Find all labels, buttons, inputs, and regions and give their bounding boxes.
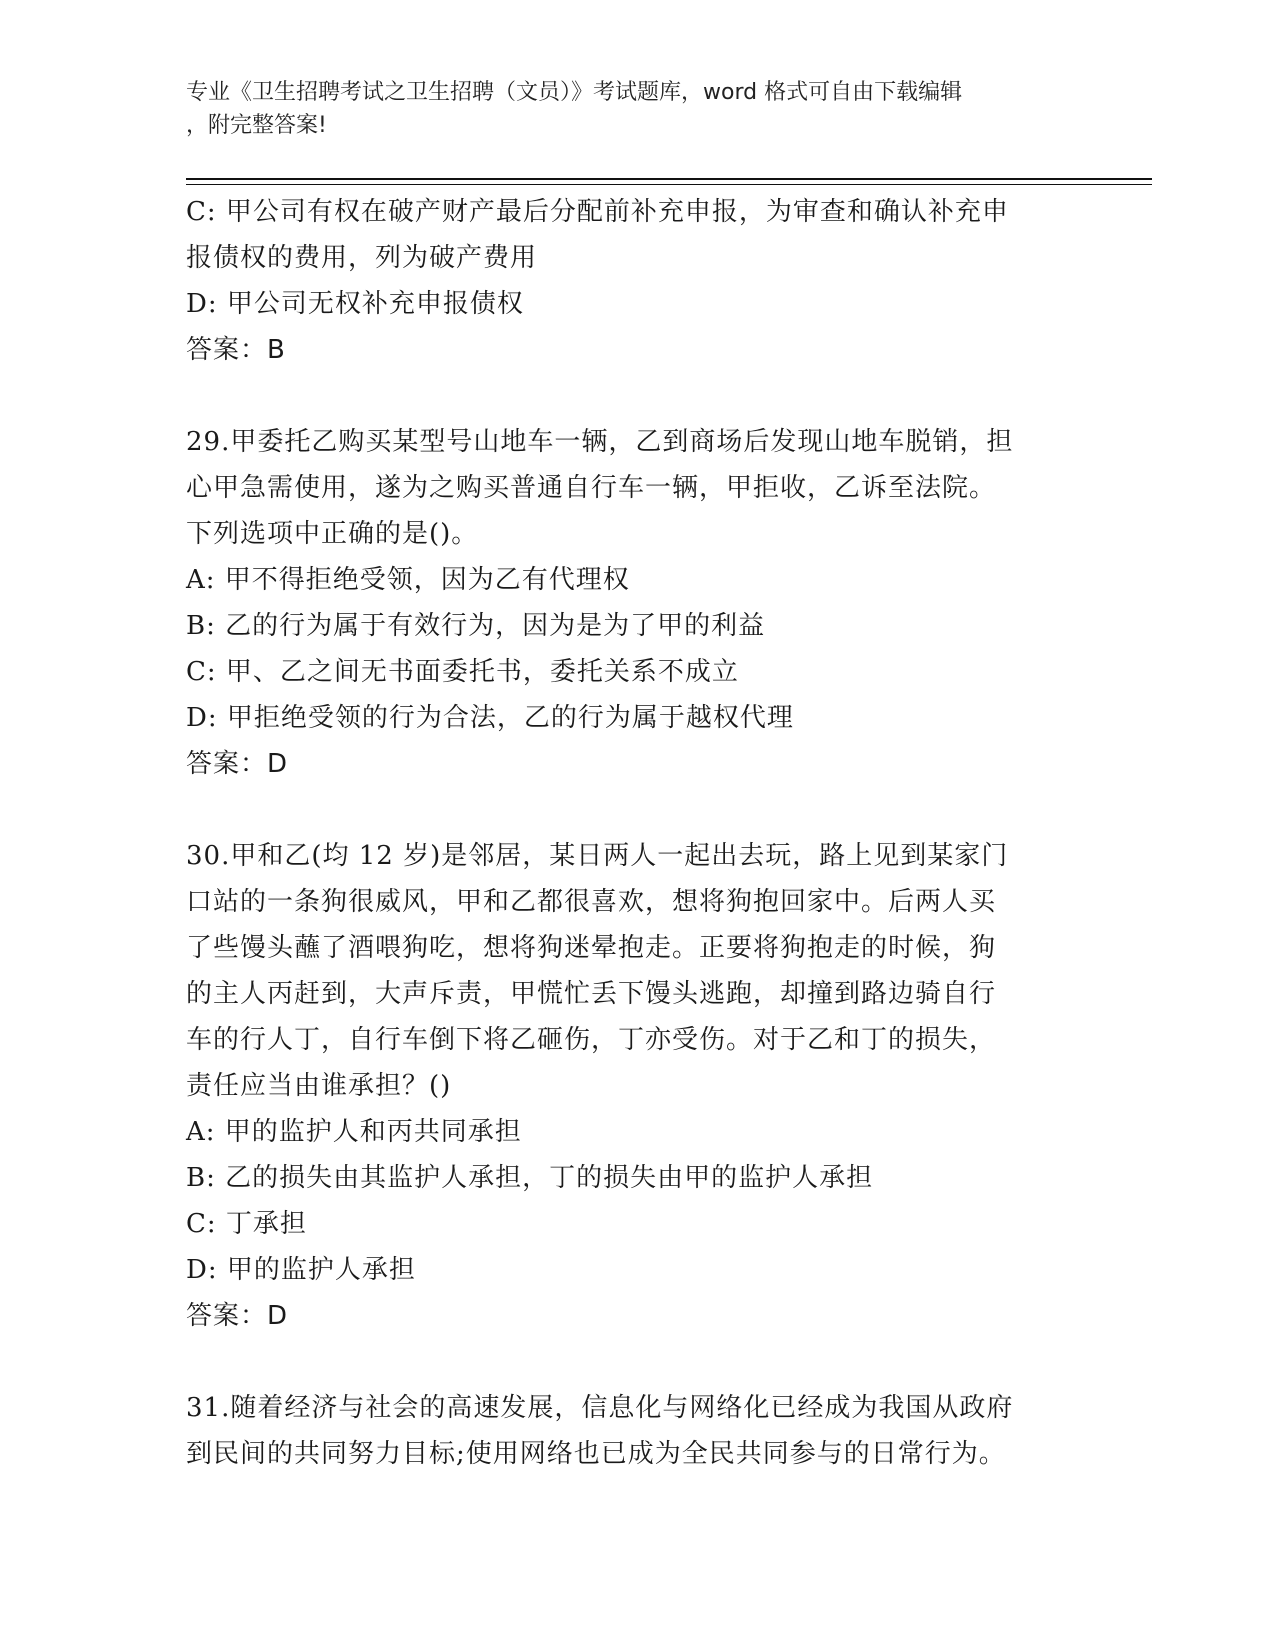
spacer — [186, 1339, 1076, 1385]
question-29 — [186, 419, 1076, 787]
option-b: B: 乙的行为属于有效行为，因为是为了甲的利益 — [186, 611, 766, 641]
question-text-line: 责任应当由谁承担？() — [186, 1071, 452, 1101]
question-text-line: 的主人丙赶到，大声斥责，甲慌忙丢下馒头逃跑，却撞到路边骑自行 — [186, 979, 997, 1009]
option-b: B: 乙的损失由其监护人承担，丁的损失由甲的监护人承担 — [186, 1163, 874, 1193]
option-a: A: 甲不得拒绝受领，因为乙有代理权 — [186, 565, 630, 595]
spacer — [186, 373, 1076, 419]
question-31 — [186, 1385, 1076, 1477]
header-rule-thin — [186, 184, 1152, 185]
question-text-line: 心甲急需使用，遂为之购买普通自行车一辆，甲拒收，乙诉至法院。 — [186, 473, 997, 503]
spacer — [186, 787, 1076, 833]
question-text-line: 了些馒头蘸了酒喂狗吃，想将狗迷晕抱走。正要将狗抱走的时候，狗 — [186, 933, 997, 963]
answer-line: 答案：B — [186, 335, 286, 365]
option-d: D: 甲的监护人承担 — [186, 1255, 416, 1285]
question-text-line: 口站的一条狗很威风，甲和乙都很喜欢，想将狗抱回家中。后两人买 — [186, 887, 997, 917]
question-text-line: 车的行人丁，自行车倒下将乙砸伤，丁亦受伤。对于乙和丁的损失， — [186, 1025, 997, 1055]
option-d: D: 甲公司无权补充申报债权 — [186, 289, 524, 319]
question-text-line: 下列选项中正确的是()。 — [186, 519, 479, 549]
question-text-line: 31.随着经济与社会的高速发展，信息化与网络化已经成为我国从政府 — [186, 1393, 1014, 1423]
option-a: A: 甲的监护人和丙共同承担 — [186, 1117, 522, 1147]
question-30 — [186, 833, 1076, 1339]
option-c: C: 丁承担 — [186, 1209, 307, 1239]
option-d: D: 甲拒绝受领的行为合法，乙的行为属于越权代理 — [186, 703, 794, 733]
header-line-1: 专业《卫生招聘考试之卫生招聘（文员）》考试题库，word 格式可自由下载编辑 — [186, 80, 963, 105]
header-line-2: ，附完整答案! — [186, 113, 327, 138]
page-header — [186, 76, 1066, 142]
option-c-cont: 报债权的费用，列为破产费用 — [186, 243, 538, 273]
header-rule-thick — [186, 178, 1152, 180]
question-content — [186, 189, 1076, 1477]
answer-line: 答案：D — [186, 749, 289, 779]
question-text-line: 到民间的共同努力目标;使用网络也已成为全民共同参与的日常行为。 — [186, 1439, 1006, 1469]
option-c: C: 甲、乙之间无书面委托书，委托关系不成立 — [186, 657, 739, 687]
answer-line: 答案：D — [186, 1301, 289, 1331]
question-text-line: 29.甲委托乙购买某型号山地车一辆，乙到商场后发现山地车脱销，担 — [186, 427, 1014, 457]
question-text-line: 30.甲和乙(均 12 岁)是邻居，某日两人一起出去玩，路上见到某家门 — [186, 841, 1009, 871]
question-28-tail — [186, 189, 1076, 373]
option-c: C: 甲公司有权在破产财产最后分配前补充申报，为审查和确认补充申 — [186, 197, 1009, 227]
